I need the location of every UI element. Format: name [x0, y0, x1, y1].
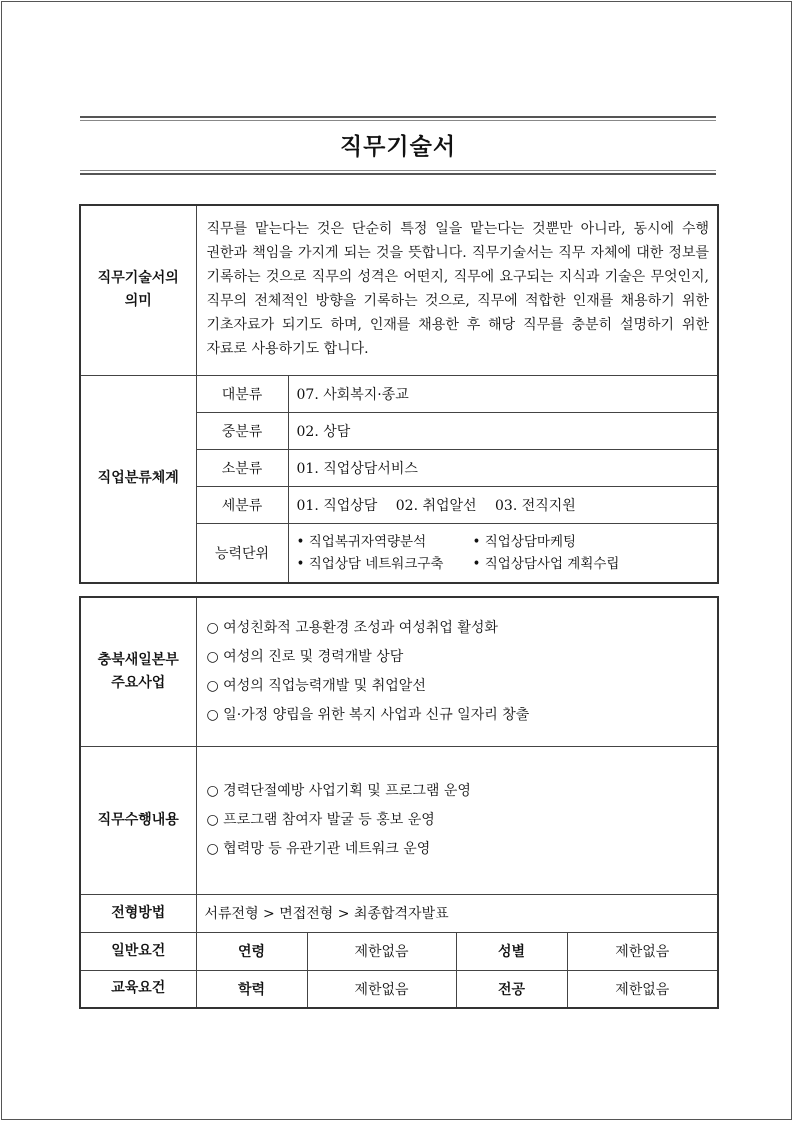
classification-row-major	[80, 375, 718, 412]
meaning-row	[80, 205, 718, 375]
duties-row	[80, 746, 718, 894]
meaning-label	[80, 205, 196, 375]
list-item: ○ 일·가정 양립을 위한 복지 사업과 신규 일자리 창출	[206, 706, 530, 723]
degree-label: 학력	[196, 970, 307, 1008]
title-rule-top-inner	[80, 120, 716, 121]
list-item: ○ 프로그램 참여자 발굴 등 홍보 운영	[206, 811, 435, 828]
degree-value: 제한없음	[307, 970, 456, 1008]
selection-row	[80, 894, 718, 932]
ability-item: • 직업복귀자역량분석	[296, 533, 427, 550]
age-value: 제한없음	[307, 932, 456, 970]
title-rule-bottom	[80, 173, 716, 175]
page-title: 직무기술서	[339, 134, 457, 160]
detail-category-label: 세분류	[196, 486, 288, 523]
gender-label: 성별	[456, 932, 567, 970]
job-description-table	[79, 204, 719, 584]
middle-category-label: 중분류	[196, 412, 288, 449]
general-requirements-row	[80, 932, 718, 970]
list-item: ○ 여성친화적 고용환경 조성과 여성취업 활성화	[206, 619, 498, 636]
minor-category-label: 소분류	[196, 449, 288, 486]
major-category-label: 대분류	[196, 375, 288, 412]
title-rule-top	[80, 116, 716, 118]
main-business-label	[80, 597, 196, 746]
main-business-row	[80, 597, 718, 746]
ability-unit-values	[288, 523, 718, 583]
education-label: 교육요건	[80, 970, 196, 1008]
list-item: ○ 협력망 등 유관기관 네트워크 운영	[206, 840, 431, 857]
main-business-label-line2: 주요사업	[111, 674, 166, 691]
list-item: ○ 여성의 진로 및 경력개발 상담	[206, 648, 404, 665]
general-label: 일반요건	[80, 932, 196, 970]
ability-item: • 직업상담사업 계획수립	[472, 555, 620, 572]
ability-item: • 직업상담 네트워크구축	[296, 555, 444, 572]
selection-value: 서류전형 > 면접전형 > 최종합격자발표	[196, 894, 718, 932]
middle-category-value: 02. 상담	[288, 412, 718, 449]
meaning-text: 직무를 맡는다는 것은 단순히 특정 일을 맡는다는 것뿐만 아니라, 동시에 수행 권한과 책임을 가지게 되는 것을 뜻합니다. 직무기술서는 직무 자체에 대한 정보를 기록하는 것으로 직무의 성격은 어떤지, 직무에 요구되는 지식과 기술은 무엇인지, 직무의 전체적인 방향을 기록하는 것으로, 직무에 적합한 인재를 채용하기 위한 기초자료가 되기도 하며, 인재를 채용한 후 해당 직무를 충분히 설명하기 위한 자료로 사용하기도 합니다.	[196, 205, 718, 375]
duties-list	[196, 746, 718, 894]
main-business-list	[196, 597, 718, 746]
gender-value: 제한없음	[567, 932, 718, 970]
age-label: 연령	[196, 932, 307, 970]
title-block	[80, 116, 716, 176]
education-requirements-row	[80, 970, 718, 1008]
major-value: 제한없음	[567, 970, 718, 1008]
main-business-label-line1: 충북새일본부	[97, 651, 179, 668]
ability-item: • 직업상담마케팅	[472, 533, 577, 550]
selection-label: 전형방법	[80, 894, 196, 932]
list-item: ○ 경력단절예방 사업기획 및 프로그램 운영	[206, 782, 471, 799]
meaning-label-line2: 의미	[124, 293, 152, 310]
classification-label: 직업분류체계	[80, 375, 196, 583]
job-requirements-table	[79, 596, 719, 1009]
minor-category-value: 01. 직업상담서비스	[288, 449, 718, 486]
list-item: ○ 여성의 직업능력개발 및 취업알선	[206, 677, 426, 694]
detail-category-value: 01. 직업상담 02. 취업알선 03. 전직지원	[288, 486, 718, 523]
major-label: 전공	[456, 970, 567, 1008]
meaning-label-line1: 직무기술서의	[97, 270, 179, 287]
ability-unit-label: 능력단위	[196, 523, 288, 583]
duties-label: 직무수행내용	[80, 746, 196, 894]
major-category-value: 07. 사회복지·종교	[288, 375, 718, 412]
title-rule-bottom-inner	[80, 170, 716, 171]
